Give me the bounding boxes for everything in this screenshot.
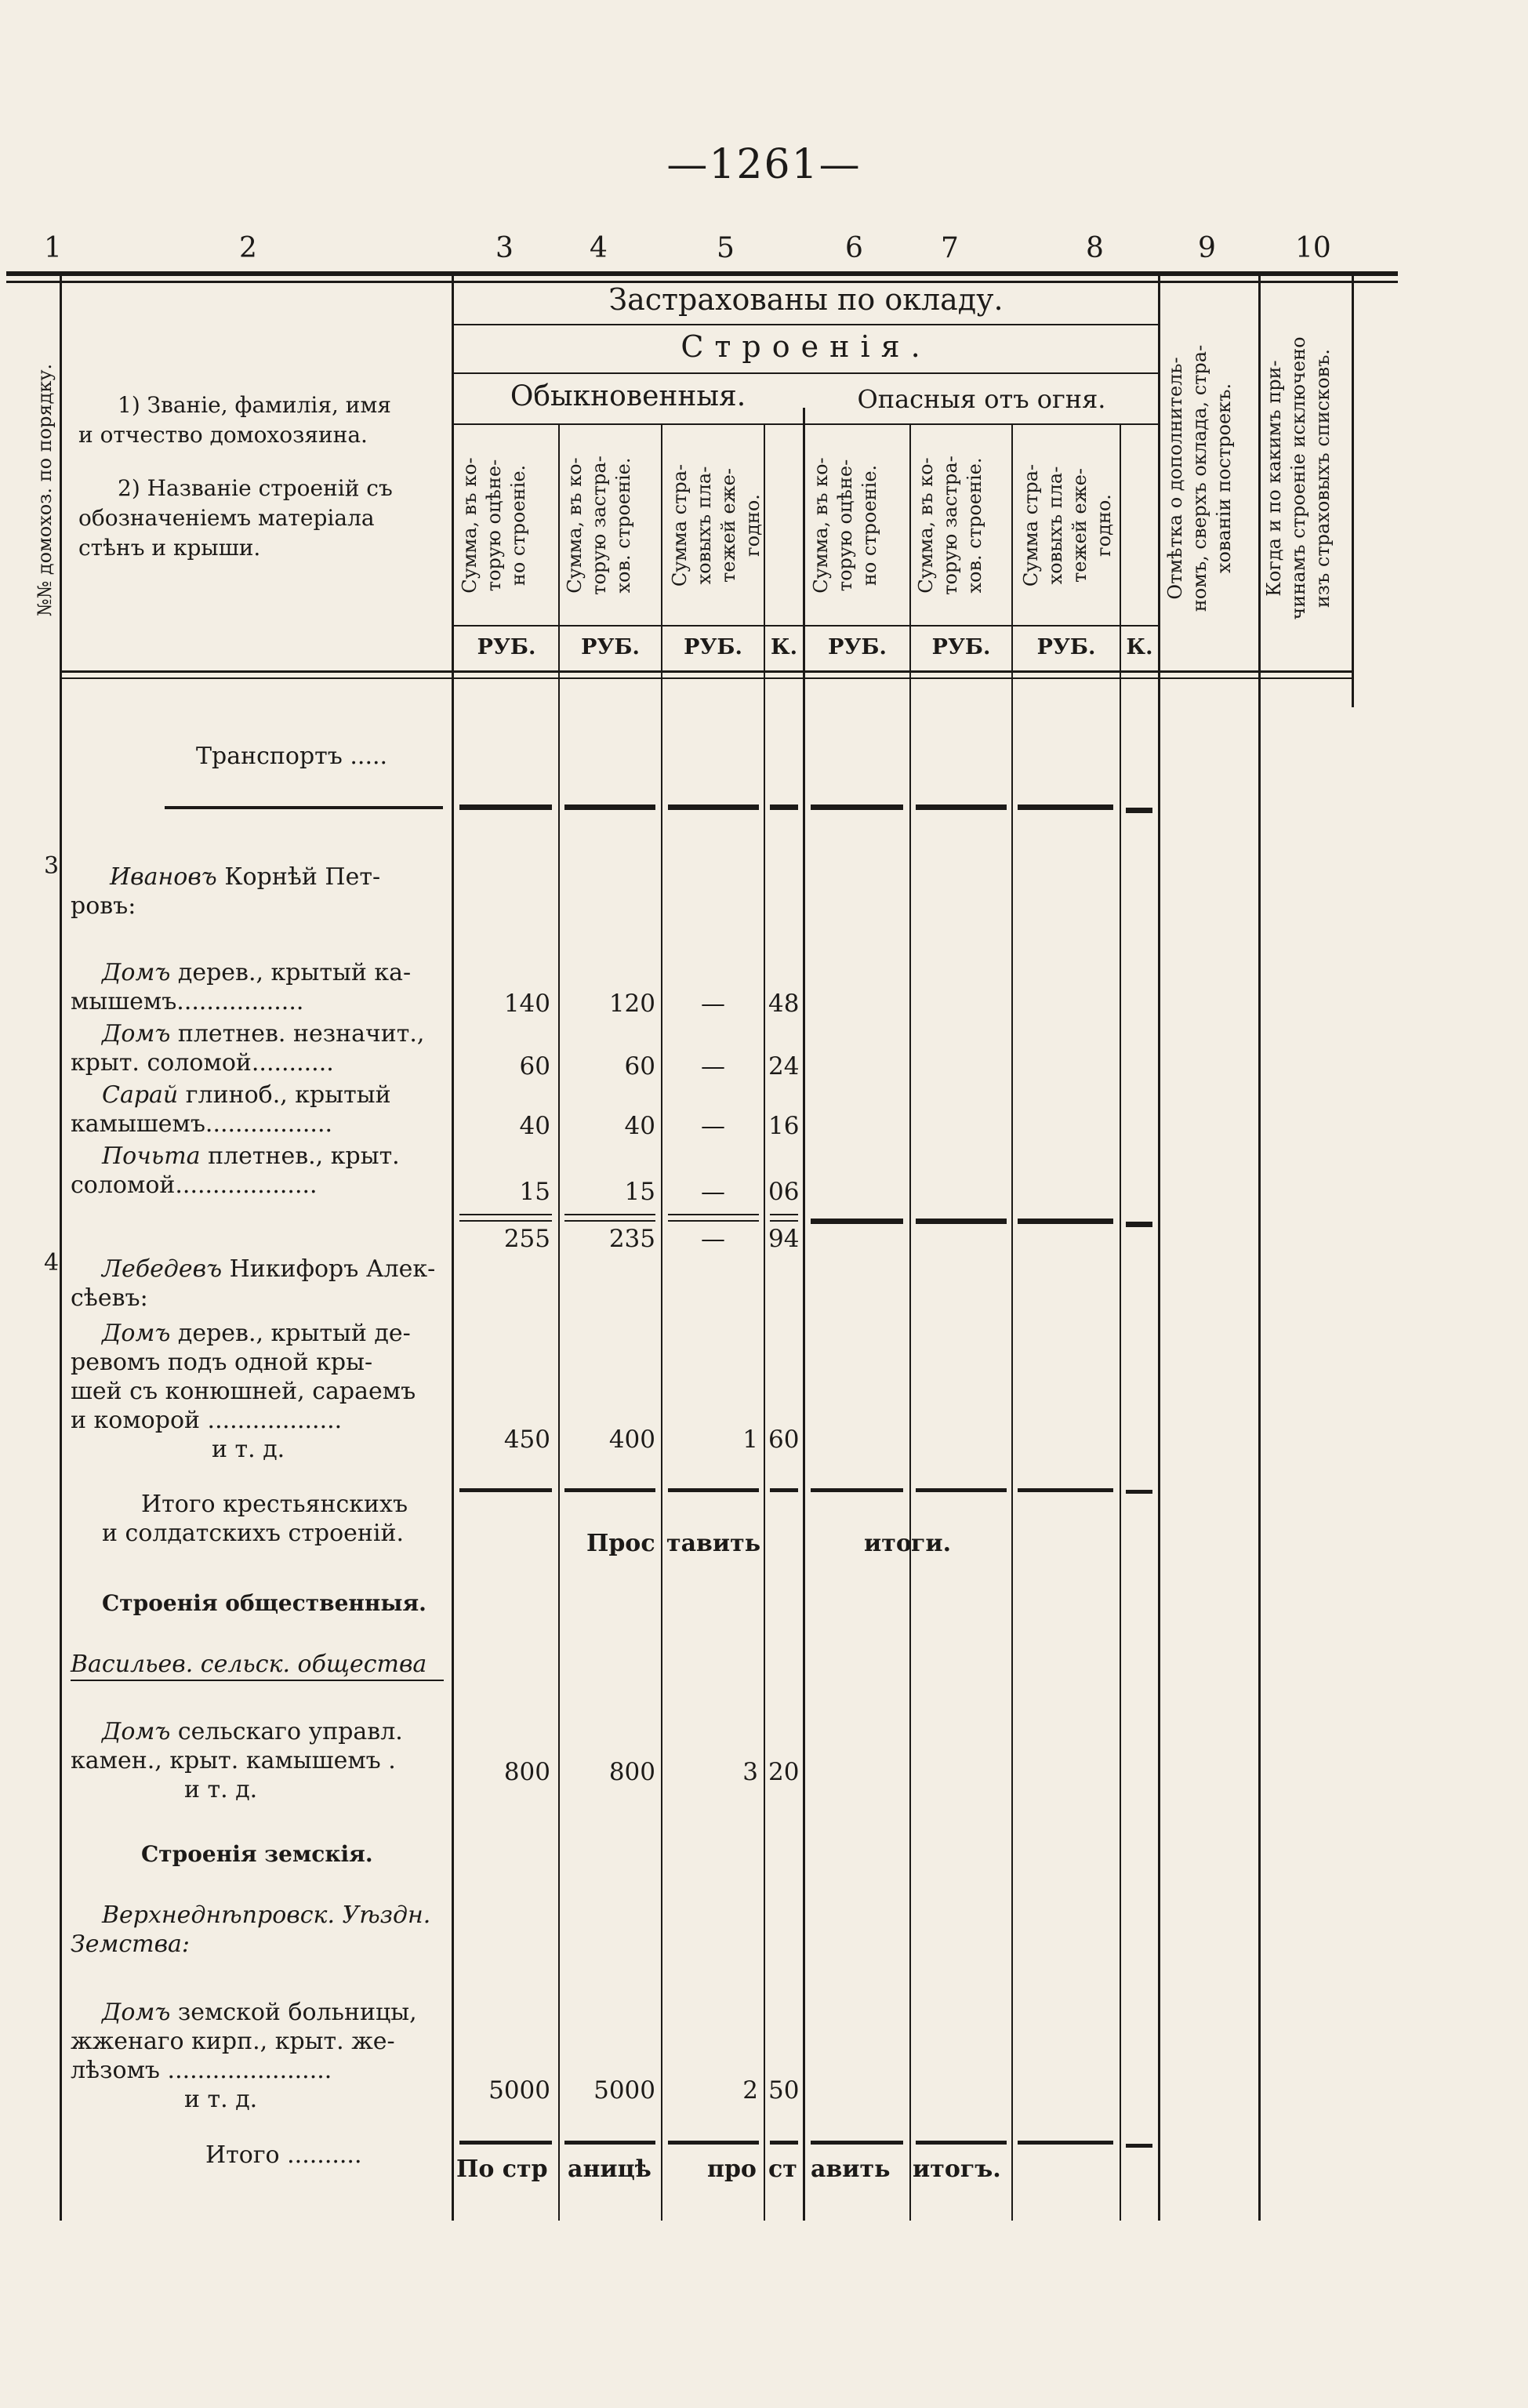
building-1-type: Домъ [102, 959, 171, 986]
ordinary-sum-payments-header: Сумма стра- ховыхъ пла- тежей еже- годно. [669, 463, 764, 587]
building-5-desc-l2: ревомъ подъ одной кры- [71, 1349, 373, 1376]
ordinary-header: Обыкновенныя. [510, 380, 746, 412]
building-7-type: Домъ [102, 1999, 171, 2026]
owner-3 [71, 863, 447, 921]
building-7-etc: и т. д. [184, 2086, 258, 2113]
public-buildings-header: Строенія общественныя. [102, 1590, 426, 1616]
total-peasant-bar-3 [459, 1488, 552, 1492]
ordinary-sum-estimated-header: Сумма, въ ко- торую оцѣне- но строеніе. [459, 457, 529, 594]
transport-bar-4 [564, 804, 655, 810]
col2-header-line2: и отчество домохозяина. [78, 422, 368, 448]
final-part-3: про [707, 2156, 757, 2183]
building-7-sum-insured: 5000 [593, 2076, 655, 2105]
final-total-label: Итого .......... [205, 2141, 362, 2169]
column-number-5: 5 [717, 232, 735, 264]
rule-categories [453, 423, 1159, 425]
rule-col1 [60, 276, 62, 2221]
col2-header [78, 390, 447, 563]
building-1-desc-cont: мышемъ................. [71, 988, 304, 1015]
col2-header-line1: 1) Званіе, фамилія, имя [118, 392, 391, 418]
final-bar-8k [1126, 2144, 1152, 2148]
building-6-sum-insured: 800 [608, 1758, 655, 1786]
building-6-payment-kop: 20 [768, 1758, 800, 1786]
building-3-payment-rub: — [701, 1112, 725, 1140]
row-number-4: 4 [44, 1249, 60, 1277]
building-6-desc-cont: камен., крыт. камышемъ . [71, 1747, 396, 1774]
owner-3-surname: Ивановъ [110, 863, 217, 891]
column-number-2: 2 [239, 232, 257, 264]
building-5-payment-kop: 60 [768, 1426, 800, 1454]
total-peasant-bar-4 [564, 1488, 655, 1492]
subtotal-3-rule-4b [564, 1220, 655, 1222]
building-7-payment-kop: 50 [768, 2076, 800, 2105]
col2-header-line3: 2) Названіе строеній съ [118, 475, 393, 501]
building-4-sum-estimated: 15 [519, 1178, 550, 1206]
unit-k-8: К. [1126, 635, 1153, 659]
transport-underline [165, 806, 443, 809]
column-number-8: 8 [1086, 232, 1104, 264]
dangerous-sum-payments-header: Сумма стра- ховыхъ пла- тежей еже- годно. [1020, 463, 1115, 587]
put-totals-1: Прос [586, 1530, 655, 1557]
total-peasant-bar-7 [916, 1488, 1007, 1492]
rule-units [453, 625, 1159, 627]
rule-insured [453, 324, 1159, 325]
put-totals-3: ито [864, 1530, 912, 1557]
total-peasant-l1: Итого крестьянскихъ [141, 1491, 408, 1518]
transport-bar-7 [916, 804, 1007, 810]
building-1-payment-rub: — [701, 990, 725, 1018]
building-4-payment-kop: 06 [768, 1178, 800, 1206]
building-6-payment-rub: 3 [742, 1758, 758, 1786]
subtotal-3-bar-8 [1018, 1219, 1113, 1224]
zemstvo-name-l1: Верхнеднѣпровск. Уѣздн. [102, 1901, 431, 1929]
col2-header-line4: обозначеніемъ матеріала [78, 505, 375, 531]
dangerous-sum-insured-header: Сумма, въ ко- торую застра- хов. строеніе. [915, 456, 985, 595]
final-bar-3 [459, 2141, 552, 2145]
owner-4 [71, 1255, 447, 1313]
unit-rub-7: РУБ. [931, 635, 991, 659]
rule-col8-k [1120, 423, 1121, 2221]
page-number: —1261— [666, 141, 862, 188]
buildings-header: Строенія. [681, 329, 931, 364]
building-6-sum-estimated: 800 [503, 1758, 550, 1786]
final-bar-4 [564, 2141, 655, 2145]
rule-col8 [1011, 423, 1013, 2221]
zemstvo-name [71, 1901, 447, 1959]
building-7-desc-l3: лѣзомъ ...................... [71, 2057, 332, 2084]
owner-3-name: Корнѣй Пет- [216, 863, 381, 891]
rule-col10 [1258, 276, 1261, 2221]
zemstvo-name-l2: Земства: [71, 1930, 191, 1958]
society-underline [71, 1680, 444, 1681]
transport-bar-5 [668, 804, 759, 810]
building-5-etc: и т. д. [212, 1436, 285, 1463]
subtotal-3-sum-insured: 235 [608, 1225, 655, 1253]
building-7-payment-rub: 2 [742, 2076, 758, 2105]
subtotal-3-bar-8k [1126, 1222, 1152, 1227]
final-bar-7 [916, 2141, 1007, 2145]
building-4-type: Почьта [102, 1142, 201, 1170]
column-number-9: 9 [1198, 232, 1216, 264]
subtotal-3-rule-3 [459, 1214, 552, 1215]
total-peasant [71, 1490, 447, 1548]
put-totals-2: тавить [666, 1530, 761, 1557]
building-3-sum-estimated: 40 [519, 1112, 550, 1140]
col10-header: Когда и по какимъ при- чинамъ строеніе исключено изъ страховыхъ списковъ. [1263, 336, 1334, 620]
header-bottom-rule-thin [61, 677, 1353, 679]
total-peasant-bar-8 [1018, 1488, 1113, 1492]
unit-k-5: К. [771, 635, 797, 659]
building-3-type: Сарай [102, 1081, 179, 1109]
building-5-desc-l4: и коморой .................. [71, 1407, 343, 1434]
building-7-sum-estimated: 5000 [488, 2076, 550, 2105]
unit-rub-8: РУБ. [1036, 635, 1096, 659]
column-number-4: 4 [590, 232, 608, 264]
building-1-sum-estimated: 140 [503, 990, 550, 1018]
subtotal-3-rule-3b [459, 1220, 552, 1222]
owner-4-surname: Лебедевъ [102, 1255, 223, 1283]
column-number-3: 3 [495, 232, 514, 264]
total-peasant-l2: и солдатскихъ строеній. [102, 1520, 405, 1547]
subtotal-3-rule-5k [770, 1214, 798, 1215]
final-bar-8 [1018, 2141, 1113, 2145]
final-part-5: авить [811, 2156, 891, 2183]
final-bar-5 [668, 2141, 759, 2145]
building-2 [71, 1019, 447, 1077]
rule-buildings [453, 372, 1159, 374]
building-2-sum-estimated: 60 [519, 1052, 550, 1081]
transport-bar-8 [1018, 804, 1113, 810]
col9-header: Отмѣтка о дополнитель- номъ, сверхъ оклада, стра- хованіи построекъ. [1164, 344, 1235, 612]
building-3-desc-cont: камышемъ................. [71, 1110, 333, 1138]
society-name: Васильев. сельск. общества [71, 1651, 427, 1678]
building-3-desc: глиноб., крытый [178, 1081, 391, 1109]
total-peasant-bar-5k [770, 1488, 798, 1492]
building-2-payment-kop: 24 [768, 1052, 800, 1081]
column-number-1: 1 [44, 232, 62, 264]
subtotal-3-payment-kop: 94 [768, 1225, 800, 1253]
column-number-6: 6 [845, 232, 863, 264]
building-7-desc-l2: жженаго кирп., крыт. же- [71, 2028, 395, 2055]
ordinary-sum-insured-header: Сумма, въ ко- торую застра- хов. строеніе. [564, 456, 634, 595]
building-4 [71, 1142, 447, 1200]
transport-label: Транспортъ ..... [196, 743, 388, 770]
subtotal-3-rule-5b [668, 1220, 759, 1222]
subtotal-3-rule-5 [668, 1214, 759, 1215]
rule-right [1352, 276, 1354, 707]
rule-col6 [803, 408, 805, 2221]
total-peasant-bar-5 [668, 1488, 759, 1492]
put-totals-4: ги. [911, 1530, 952, 1557]
subtotal-3-sum-estimated: 255 [503, 1225, 550, 1253]
building-6 [71, 1717, 447, 1804]
rule-col5-k [764, 423, 765, 2221]
building-6-type: Домъ [102, 1718, 171, 1745]
owner-4-name-cont: сѣевъ: [71, 1284, 148, 1312]
transport-bar-5k [770, 804, 798, 810]
building-1-payment-kop: 48 [768, 990, 800, 1018]
rule-col2 [452, 276, 454, 2221]
building-1-desc: дерев., крытый ка- [170, 959, 412, 986]
building-3-payment-kop: 16 [768, 1112, 800, 1140]
building-5 [71, 1319, 447, 1464]
row-number-3: 3 [44, 852, 60, 880]
subtotal-3-rule-5kb [770, 1220, 798, 1222]
subtotal-3-bar-6 [811, 1219, 903, 1224]
final-bar-5k [770, 2141, 798, 2145]
building-7 [71, 1998, 447, 2114]
owner-3-name-cont: ровъ: [71, 892, 136, 920]
building-5-type: Домъ [102, 1320, 171, 1347]
subtotal-3-rule-4 [564, 1214, 655, 1215]
building-5-desc-l3: шей съ конюшней, сараемъ [71, 1378, 416, 1405]
building-4-desc-cont: соломой................... [71, 1171, 318, 1199]
building-1 [71, 958, 447, 1016]
subtotal-3-payment-rub: — [701, 1225, 725, 1253]
owner-4-name: Никифоръ Алек- [222, 1255, 436, 1283]
subtotal-3-bar-7 [916, 1219, 1007, 1224]
building-2-type: Домъ [102, 1020, 171, 1048]
column-number-10: 10 [1295, 232, 1331, 264]
unit-rub-5: РУБ. [684, 635, 742, 659]
rule-col7 [909, 423, 911, 2221]
zemstvo-buildings-header: Строенія земскія. [141, 1841, 373, 1867]
final-part-1: По стр [456, 2156, 548, 2183]
transport-bar-3 [459, 804, 552, 810]
header-top-rule [6, 271, 1398, 276]
unit-rub-4: РУБ. [581, 635, 640, 659]
final-part-6: итогъ. [913, 2156, 1001, 2183]
unit-rub-3: РУБ. [477, 635, 536, 659]
building-5-desc: дерев., крытый де- [170, 1320, 411, 1347]
building-6-etc: и т. д. [184, 1776, 258, 1803]
final-bar-6 [811, 2141, 903, 2145]
rule-col3 [558, 423, 560, 2221]
building-3-sum-insured: 40 [624, 1112, 655, 1140]
final-part-4: ст [768, 2156, 797, 2183]
building-5-payment-rub: 1 [742, 1426, 758, 1454]
column-number-7: 7 [941, 232, 959, 264]
col1-header: №№ домохоз. по порядку. [34, 363, 56, 617]
dangerous-header: Опасныя отъ огня. [857, 384, 1106, 414]
transport-bar-6 [811, 804, 903, 810]
building-1-sum-insured: 120 [608, 990, 655, 1018]
unit-rub-6: РУБ. [828, 635, 887, 659]
building-5-sum-estimated: 450 [503, 1426, 550, 1454]
building-2-desc: плетнев. незначит., [170, 1020, 425, 1048]
building-2-payment-rub: — [701, 1052, 725, 1081]
building-2-desc-cont: крыт. соломой........... [71, 1049, 334, 1077]
building-4-desc: плетнев., крыт. [200, 1142, 400, 1170]
dangerous-sum-estimated-header: Сумма, въ ко- торую оцѣне- но строеніе. [810, 457, 880, 594]
col2-header-line5: стѣнъ и крыши. [78, 535, 261, 561]
header-bottom-rule [61, 670, 1353, 673]
building-2-sum-insured: 60 [624, 1052, 655, 1081]
final-part-2: аницѣ [568, 2156, 651, 2183]
building-5-sum-insured: 400 [608, 1426, 655, 1454]
rule-col9 [1158, 276, 1160, 2221]
total-peasant-bar-6 [811, 1488, 903, 1492]
transport-bar-8k [1126, 808, 1152, 813]
building-4-payment-rub: — [701, 1178, 725, 1206]
insured-header: Застрахованы по окладу. [608, 282, 1004, 317]
total-peasant-bar-8k [1126, 1490, 1152, 1494]
rule-col4 [661, 423, 662, 2221]
building-4-sum-insured: 15 [624, 1178, 655, 1206]
building-3 [71, 1081, 447, 1139]
building-7-desc: земской больницы, [170, 1999, 417, 2026]
building-6-desc: сельскаго управл. [170, 1718, 403, 1745]
